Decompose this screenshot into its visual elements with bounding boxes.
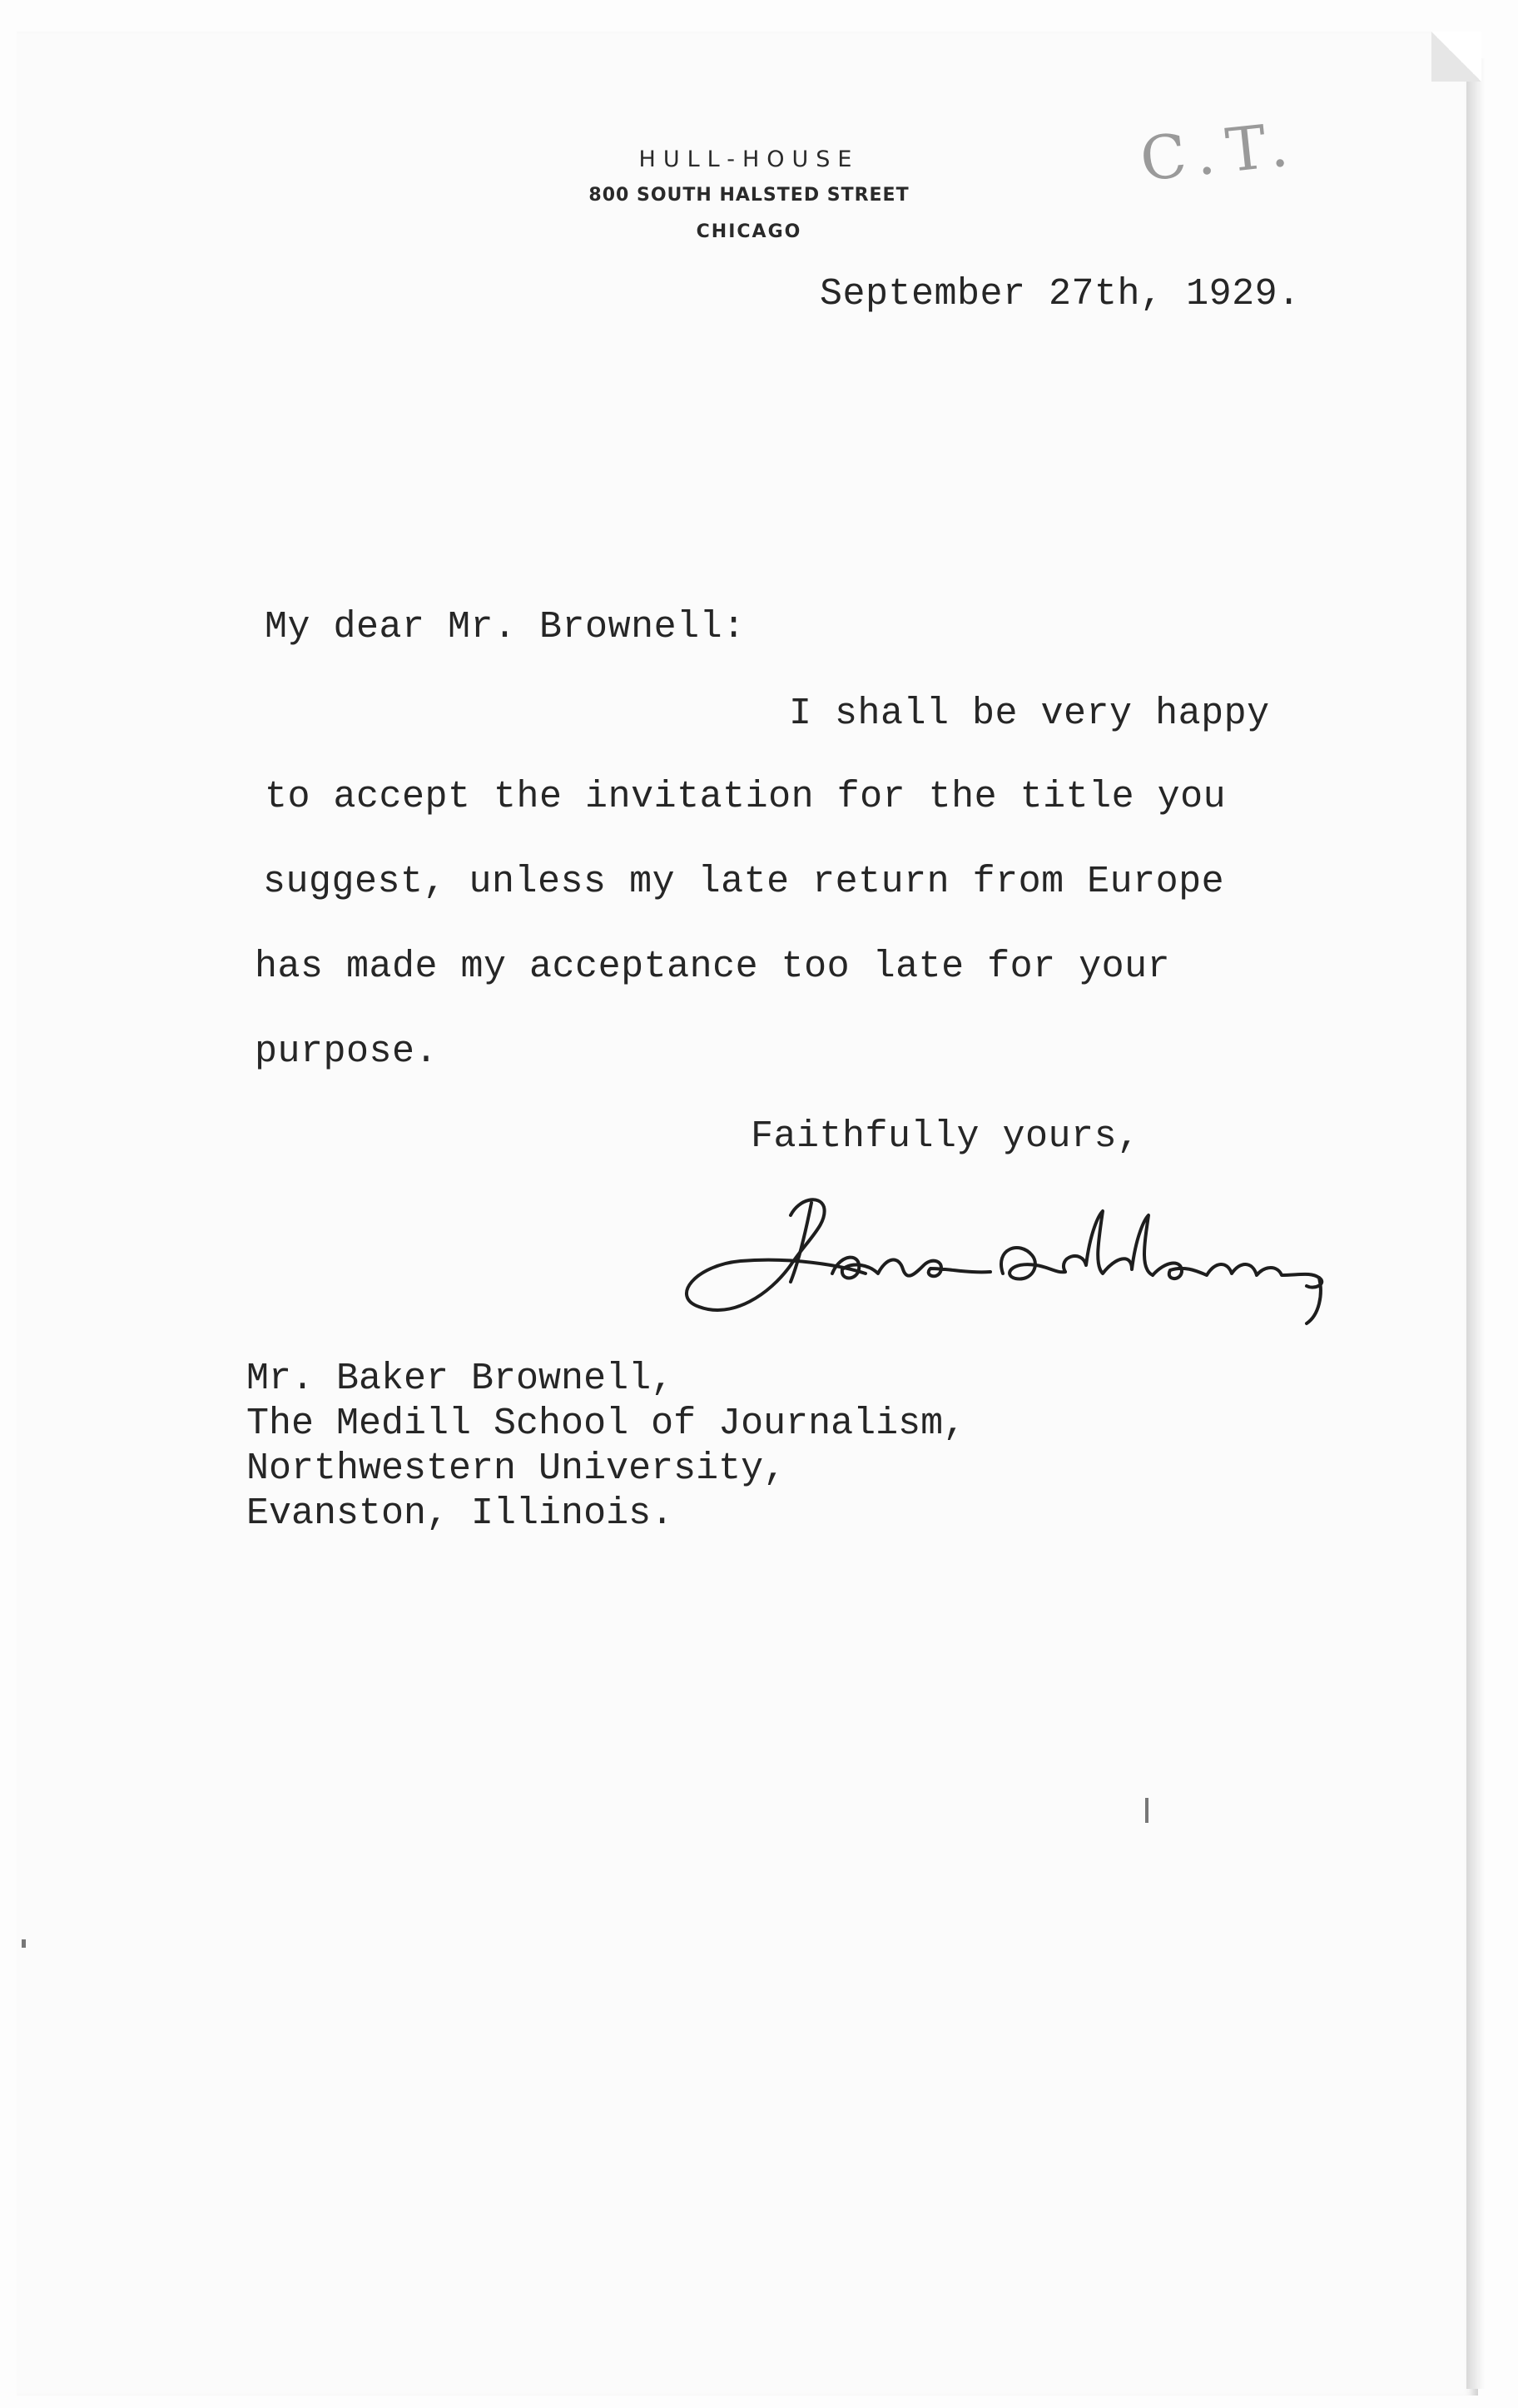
body-line-3: suggest, unless my late return from Europe	[263, 861, 1225, 903]
letter-date: September 27th, 1929.	[820, 273, 1301, 315]
body-line-5: purpose.	[255, 1030, 439, 1073]
body-line-2: to accept the invitation for the title you	[265, 776, 1227, 818]
closing: Faithfully yours,	[751, 1115, 1140, 1158]
paper-speck	[22, 1939, 26, 1948]
handwritten-signature	[666, 1182, 1398, 1332]
letterhead-name: HULL-HOUSE	[638, 146, 860, 172]
body-line-4: has made my acceptance too late for your	[255, 946, 1171, 988]
paper-speck	[1145, 1798, 1148, 1823]
sheet-edge-shadow	[1466, 58, 1485, 2389]
body-line-1: I shall be very happy	[789, 693, 1270, 735]
recipient-line-2: The Medill School of Journalism,	[246, 1403, 966, 1445]
recipient-line-4: Evanston, Illinois.	[246, 1492, 674, 1535]
letterhead-city: CHICAGO	[696, 221, 802, 242]
pencil-initials: C.T.	[1137, 108, 1303, 195]
salutation: My dear Mr. Brownell:	[265, 606, 746, 648]
letterhead-street: 800 SOUTH HALSTED STREET	[588, 185, 910, 206]
recipient-line-1: Mr. Baker Brownell,	[246, 1358, 674, 1400]
corner-fold	[1431, 32, 1481, 82]
recipient-line-3: Northwestern University,	[246, 1447, 786, 1490]
